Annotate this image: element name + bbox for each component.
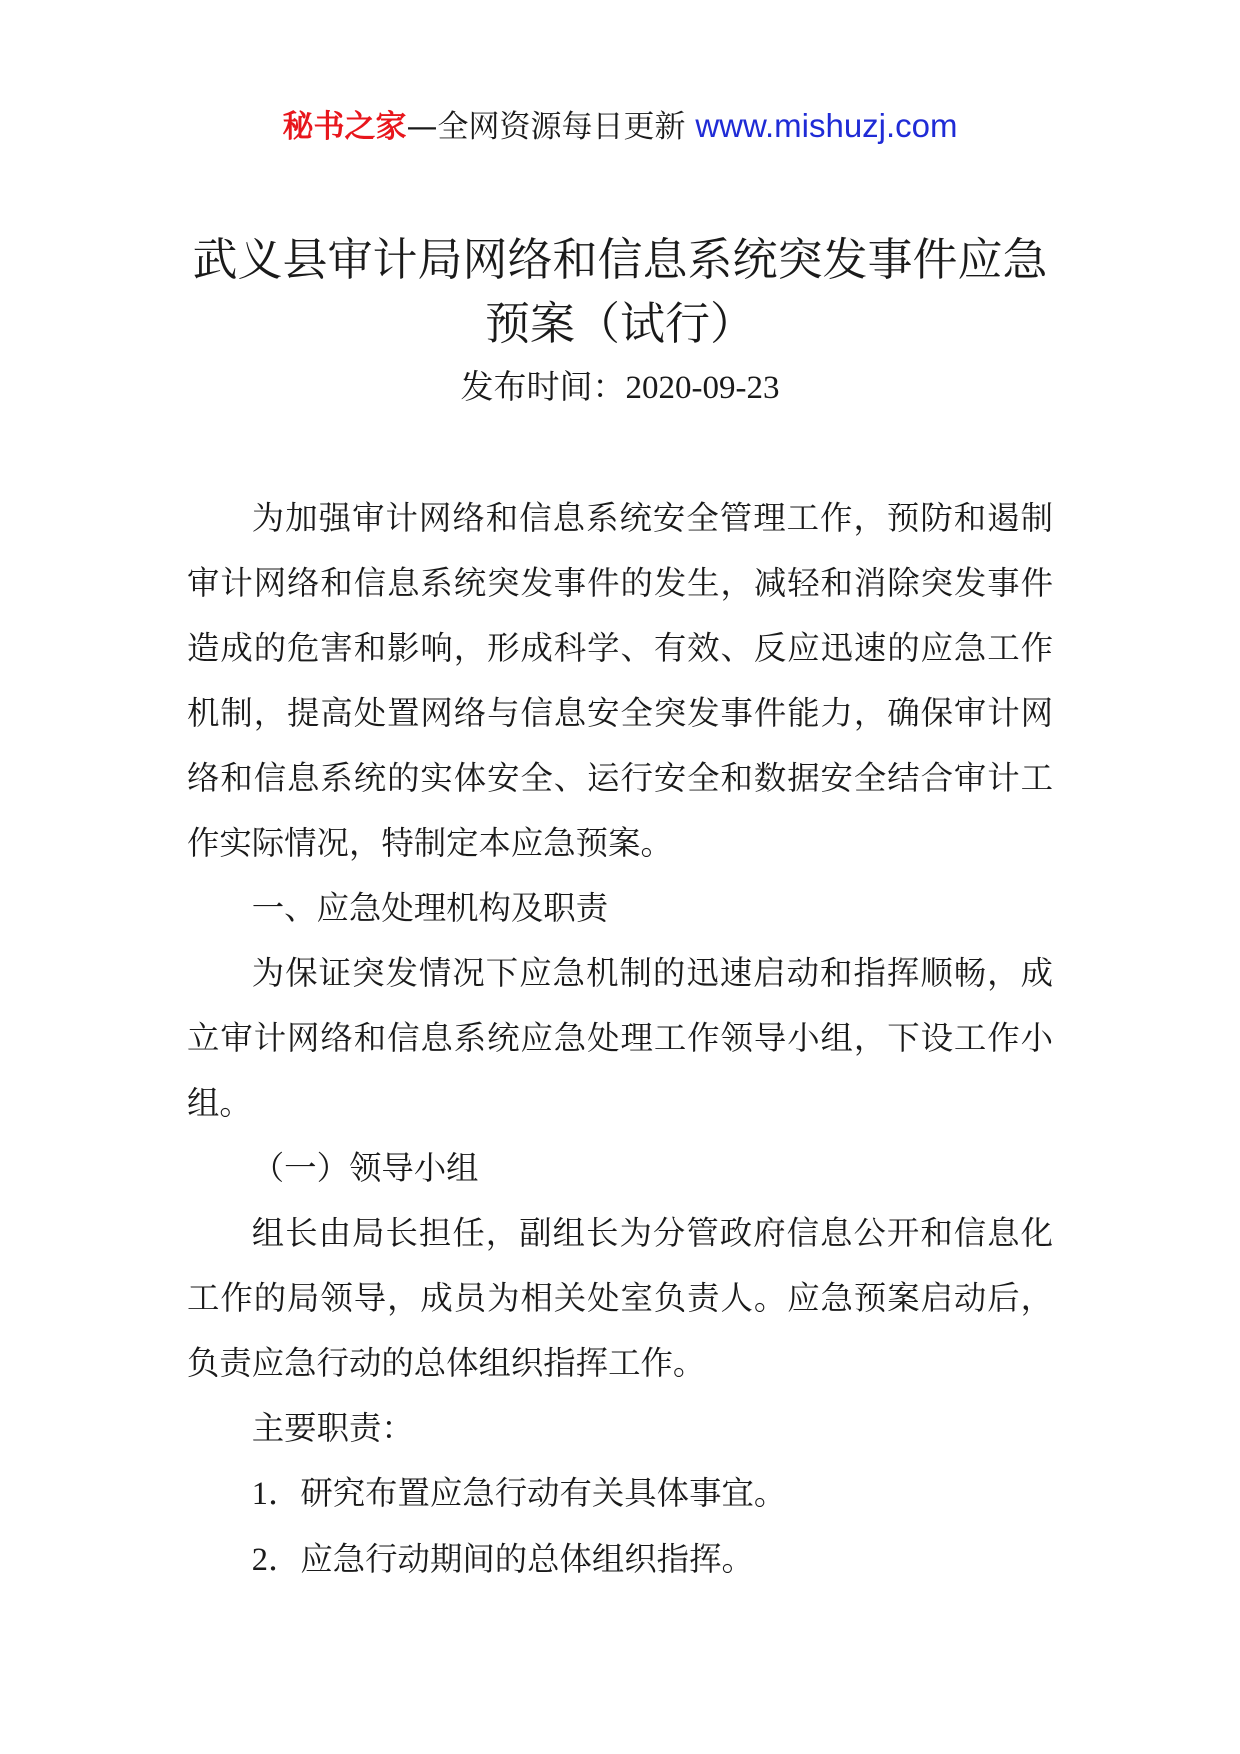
list-item <box>187 1461 1053 1527</box>
site-url[interactable]: www.mishuzj.com <box>695 107 958 144</box>
intro-paragraph: 为加强审计网络和信息系统安全管理工作，预防和遏制审计网络和信息系统突发事件的发生，减轻和消除突发事件造成的危害和影响，形成科学、有效、反应迅速的应急工作机制，提高处置网络与信息安全突发事件能力，确保审计网络和信息系统的实体安全、运行安全和数据安全结合审计工作实际情况，特制定本应急预案。 <box>187 499 1053 862</box>
list-item-text: ．应急行动期间的总体组织指挥。 <box>268 1540 754 1578</box>
brand-name: 秘书之家 <box>282 109 407 145</box>
site-tagline: —全网资源每日更新 <box>406 109 696 145</box>
list-item-number: 1 <box>251 1476 268 1512</box>
subsection-heading: （一）领导小组 <box>251 1149 479 1187</box>
publish-date <box>0 364 1240 411</box>
publish-date-label: 发布时间： <box>460 367 626 406</box>
document-body <box>187 486 1053 1593</box>
site-header <box>0 104 1240 149</box>
list-item-number: 2 <box>251 1542 268 1578</box>
document-title: 武义县审计局网络和信息系统突发事件应急预案（试行） <box>192 233 1048 350</box>
list-item <box>187 1527 1053 1593</box>
section-paragraph: 为保证突发情况下应急机制的迅速启动和指挥顺畅，成立审计网络和信息系统应急处理工作领导小组，下设工作小组。 <box>187 954 1053 1122</box>
duties-heading: 主要职责： <box>251 1409 414 1447</box>
list-item-text: ．研究布置应急行动有关具体事宜。 <box>268 1474 787 1512</box>
publish-date-value: 2020-09-23 <box>625 370 780 406</box>
section-heading: 一、应急处理机构及职责 <box>251 889 609 927</box>
subsection-paragraph: 组长由局长担任，副组长为分管政府信息公开和信息化工作的局领导，成员为相关处室负责人。应急预案启动后，负责应急行动的总体组织指挥工作。 <box>187 1214 1053 1382</box>
